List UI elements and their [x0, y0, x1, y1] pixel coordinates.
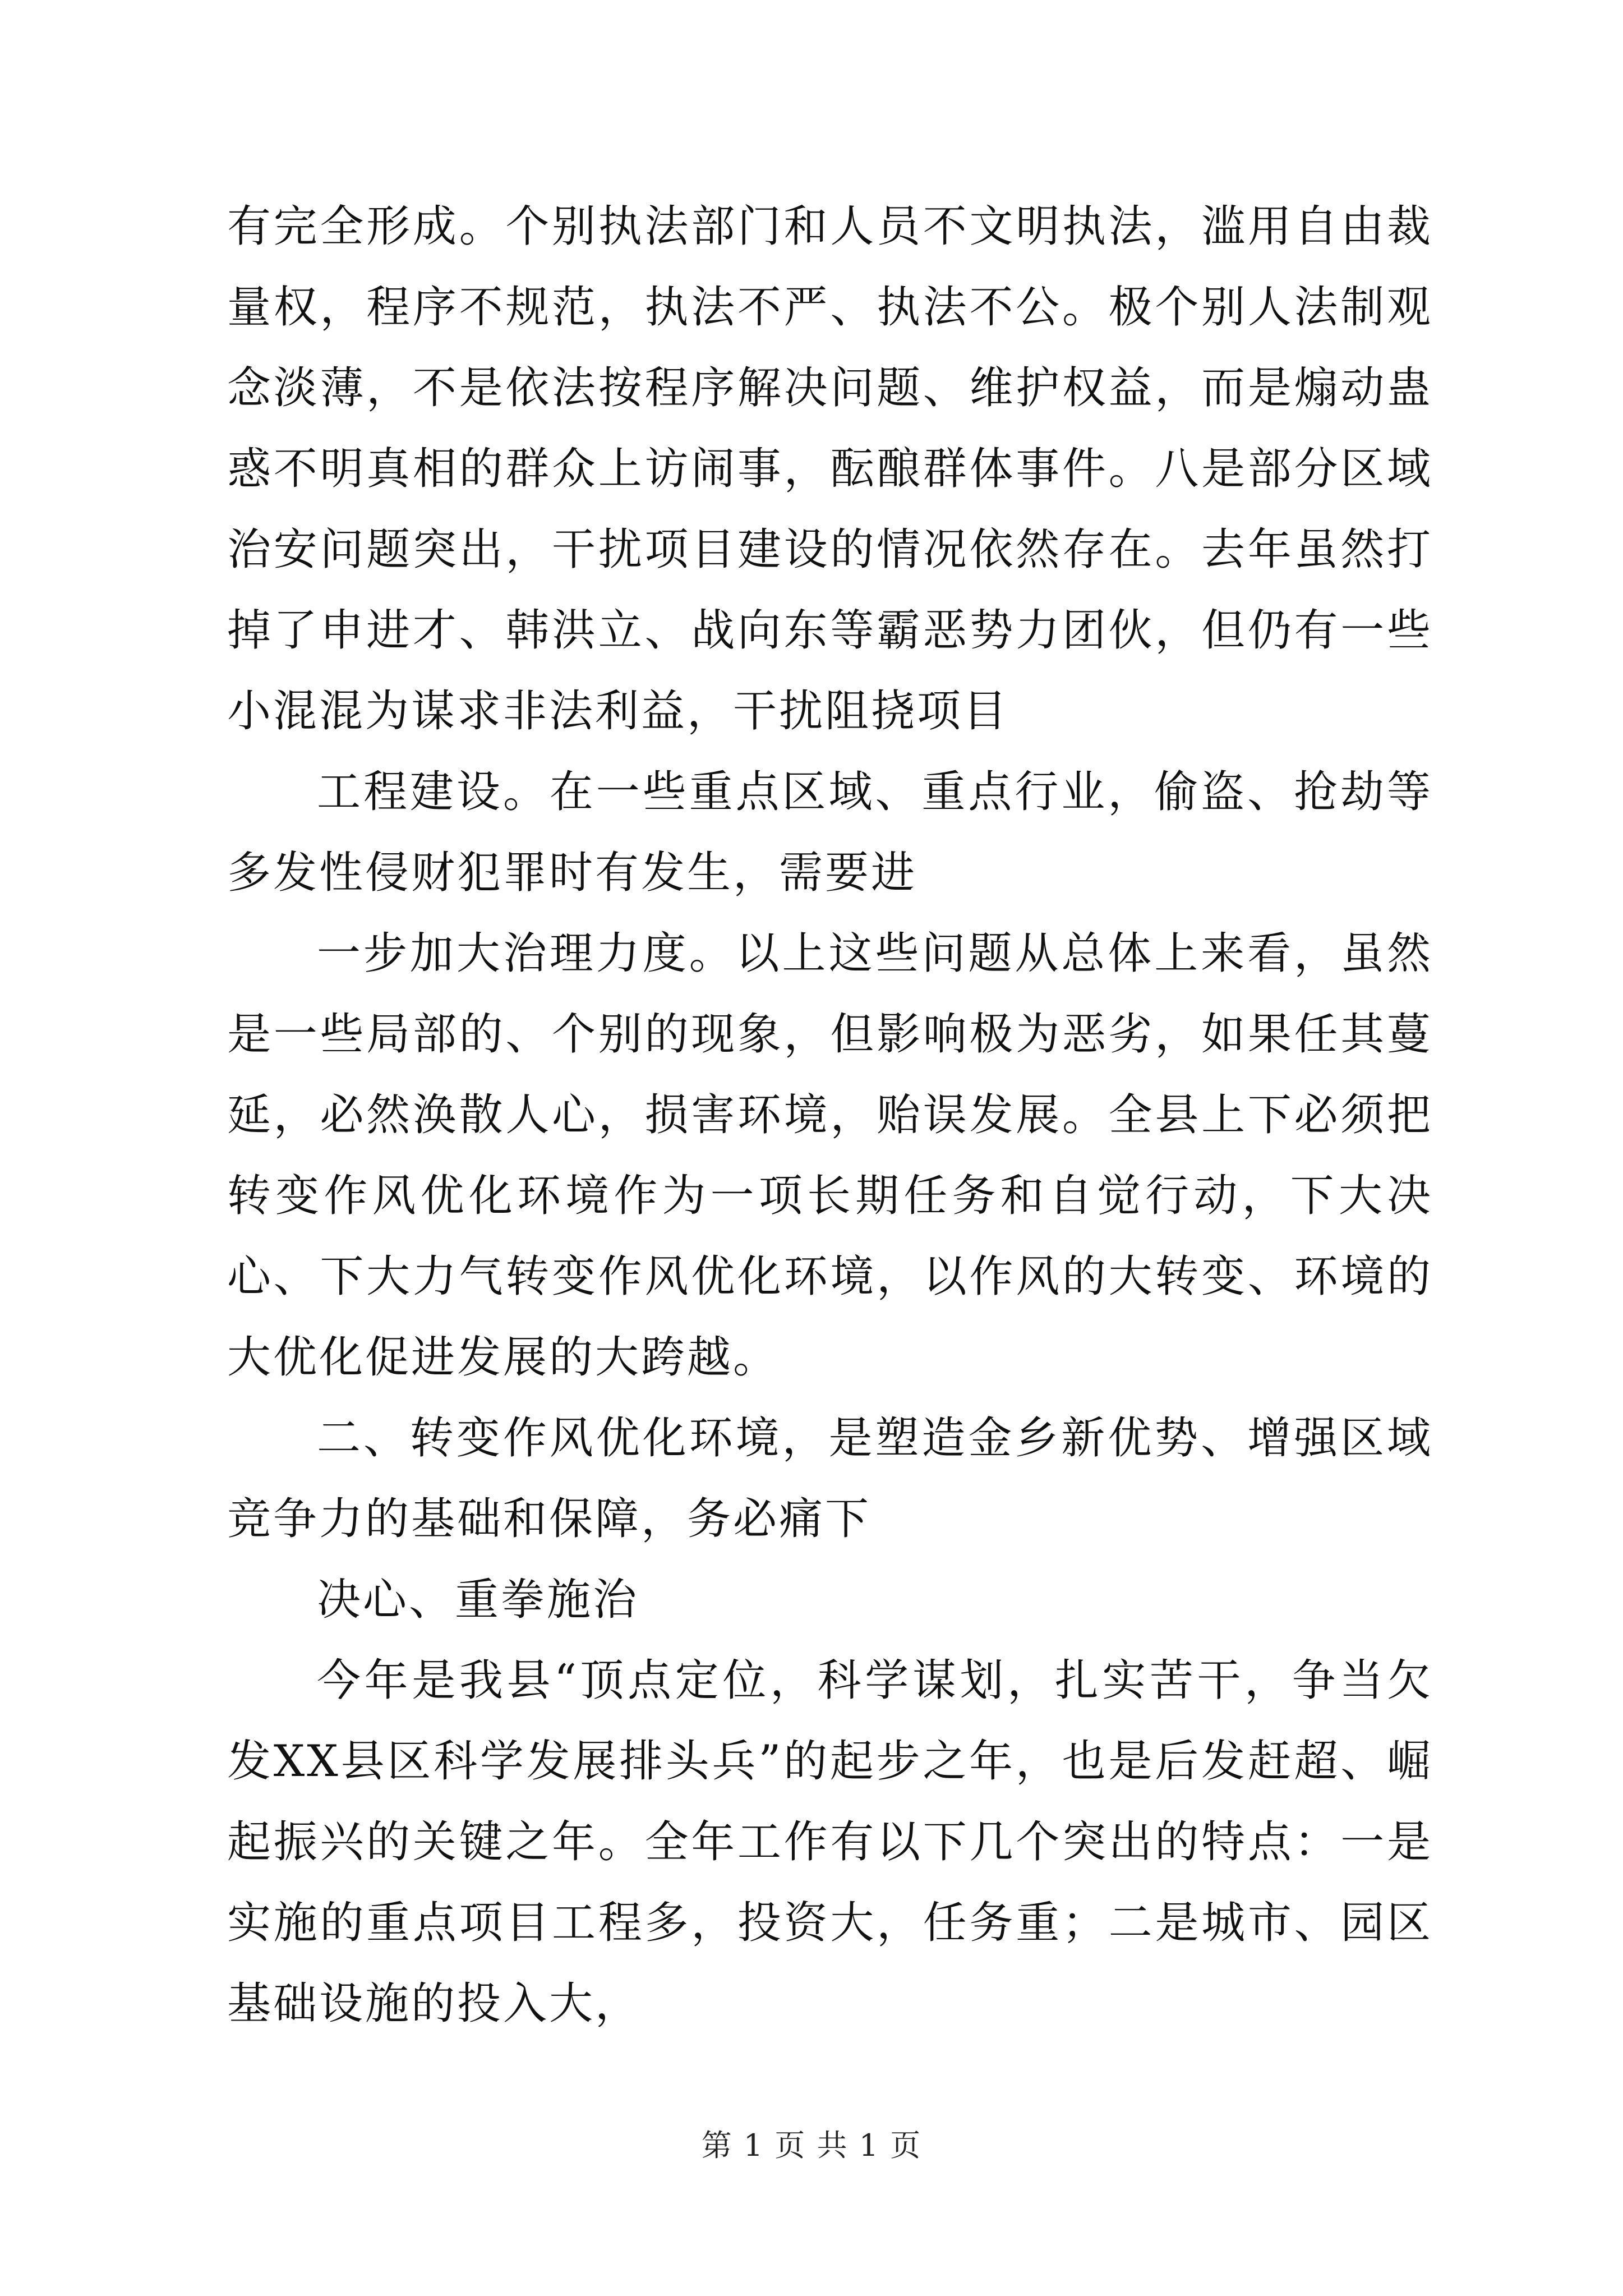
paragraph-1: 有完全形成。个别执法部门和人员不文明执法，滥用自由裁量权，程序不规范，执法不严、执法不公。极个别人法制观念淡薄，不是依法按程序解决问题、维护权益，而是煽动蛊惑不明真相的群众上访闹事，酝酿群体事件。八是部分区域治安问题突出，干扰项目建设的情况依然存在。去年虽然打掉了申进才、韩洪立、战向东等霸恶势力团伙，但仍有一些小混混为谋求非法利益，干扰阻挠项目 [227, 201, 1433, 737]
paragraph-2: 工程建设。在一些重点区域、重点行业，偷盗、抢劫等多发性侵财犯罪时有发生，需要进 [227, 767, 1433, 898]
page-number-footer: 第 1 页 共 1 页 [701, 2128, 922, 2163]
paragraph-5: 决心、重拳施治 [317, 1575, 639, 1625]
document-body [227, 186, 1433, 2044]
paragraph-3: 一步加大治理力度。以上这些问题从总体上来看，虽然是一些局部的、个别的现象，但影响极为恶劣，如果任其蔓延，必然涣散人心，损害环境，贻误发展。全县上下必须把转变作风优化环境作为一项长期任务和自觉行动，下大决心、下大力气转变作风优化环境，以作风的大转变、环境的大优化促进发展的大跨越。 [227, 928, 1433, 1383]
paragraph-6: 今年是我县“顶点定位，科学谋划，扎实苦干，争当欠发XX县区科学发展排头兵”的起步之年，也是后发赶超、崛起振兴的关键之年。全年工作有以下几个突出的特点：一是实施的重点项目工程多，投资大，任务重；二是城市、园区基础设施的投入大， [227, 1655, 1433, 2029]
paragraph-4: 二、转变作风优化环境，是塑造金乡新优势、增强区域竞争力的基础和保障，务必痛下 [227, 1413, 1433, 1544]
